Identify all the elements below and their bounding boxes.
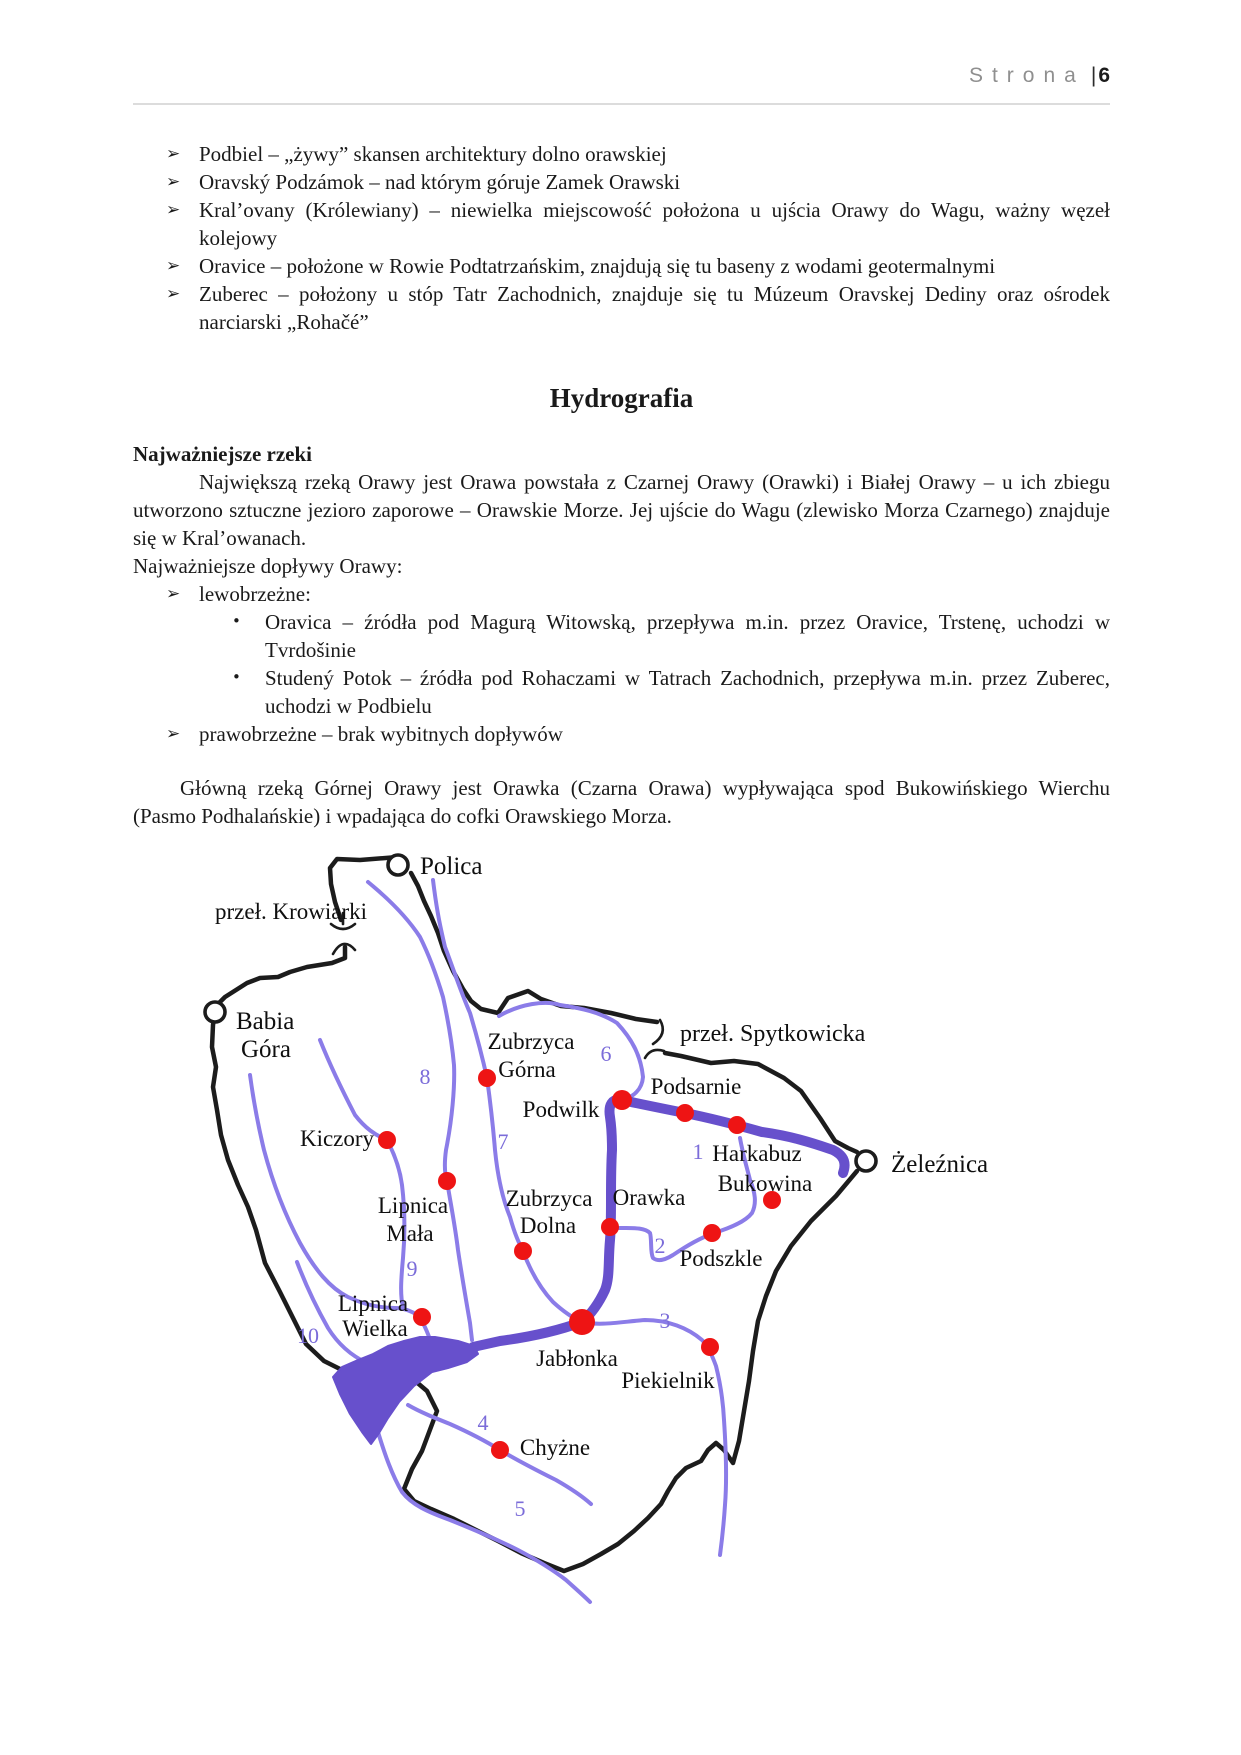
document-body (133, 140, 1110, 830)
header-rule (133, 103, 1110, 105)
list-item-text: prawobrzeżne – brak wybitnych dopływów (199, 722, 563, 746)
map-label: Górna (498, 1057, 556, 1082)
list-item-text: Oravský Podzámok – nad którym góruje Zamek Orawski (199, 170, 681, 194)
list-item (133, 252, 1110, 280)
list-item-studeny-potok (133, 664, 1110, 720)
arrow-bullet-icon: ➢ (166, 200, 181, 220)
river-number-label: 9 (406, 1256, 418, 1281)
arrow-bullet-icon: ➢ (166, 284, 181, 304)
list-item-text: Podbiel – „żywy” skansen architektury dolno orawskiej (199, 142, 667, 166)
river-number-label: 3 (659, 1308, 671, 1333)
header-separator: | (1090, 64, 1097, 87)
river-number-label: 1 (692, 1139, 704, 1164)
subsection-heading: Najważniejsze rzeki (133, 442, 313, 466)
map-label: Bukowina (717, 1171, 813, 1196)
tributaries-intro: Najważniejsze dopływy Orawy: (133, 554, 403, 578)
river-number-label: 6 (600, 1041, 612, 1066)
list-item-text: Zuberec – położony u stóp Tatr Zachodnich, znajduje się tu Múzeum Oravskej Dediny oraz ośrodek narciarski „Rohačé” (199, 282, 1110, 334)
village-dot-harkabuz (728, 1116, 746, 1134)
list-item-right-bank (133, 720, 1110, 748)
list-item-text: lewobrzeżne: (199, 582, 311, 606)
river-number-label: 10 (297, 1323, 319, 1348)
map-label: Lipnica (337, 1291, 409, 1316)
map-label: Piekielnik (621, 1368, 715, 1393)
list-item-text: Studený Potok – źródła pod Rohaczami w Tatrach Zachodnich, przepływa m.in. przez Zuberec, uchodzi w Podbielu (265, 666, 1110, 718)
orava-hydrography-map (170, 850, 1010, 1610)
dot-bullet-icon: • (232, 668, 241, 686)
map-label: Góra (241, 1036, 291, 1063)
village-dot-piekielnik (701, 1338, 719, 1356)
dot-bullet-icon: • (232, 612, 241, 630)
header-page-word: Strona (968, 64, 1085, 87)
map-label: Polica (420, 853, 483, 880)
village-dot-lipnica-wielka (413, 1308, 431, 1326)
village-dot-chy-ne (491, 1441, 509, 1459)
list-item-text: Kral’ovany (Królewiany) – niewielka miejscowość położona u ujścia Orawy do Wagu, ważny węzeł kolejowy (199, 198, 1110, 250)
village-dot-podwilk (612, 1090, 632, 1110)
river-number-label: 7 (497, 1129, 509, 1154)
map-label: Orawka (612, 1185, 686, 1210)
river-number-label: 8 (419, 1064, 431, 1089)
list-item (133, 168, 1110, 196)
village-dot-podszkle (703, 1224, 721, 1242)
map-label: Harkabuz (712, 1141, 802, 1166)
river-number-label: 4 (477, 1410, 489, 1435)
list-item-oravica (133, 608, 1110, 664)
list-item-text: Oravice – położone w Rowie Podtatrzańskim, znajdują się tu baseny z wodami geotermalnymi (199, 254, 996, 278)
map-label: Jabłonka (536, 1346, 618, 1371)
list-item (133, 196, 1110, 252)
village-dot-lipnica-ma-a (438, 1172, 456, 1190)
map-label: Kiczory (299, 1126, 375, 1151)
map-label: Lipnica (377, 1193, 449, 1218)
map-label: Żeleźnica (891, 1151, 989, 1178)
map-label: przeł. Krowiarki (215, 899, 367, 924)
map-label: Podszkle (679, 1246, 763, 1271)
list-item (133, 280, 1110, 336)
arrow-bullet-icon: ➢ (166, 584, 181, 604)
peak-marker-polica (388, 855, 408, 875)
map-label: Wielka (342, 1316, 408, 1341)
paragraph-rivers: Największą rzeką Orawy jest Orawa powstała z Czarnej Orawy (Orawki) i Białej Orawy – u ich zbiegu utworzono sztuczne jezioro zaporowe – Orawskie Morze. Jej ujście do Wagu (zlewisko Morza Czarnego) znajduje się w Kral’owanach. (133, 470, 1110, 550)
region-border (665, 1053, 857, 1152)
village-dot-orawka (601, 1218, 619, 1236)
arrow-bullet-icon: ➢ (166, 724, 181, 744)
peak-marker-babia-g-ra (205, 1002, 225, 1022)
map-label: Podwilk (522, 1097, 600, 1122)
region-border (411, 873, 657, 1022)
village-dot-podsarnie (676, 1104, 694, 1122)
map-label: Dolna (519, 1213, 577, 1238)
list-item (133, 140, 1110, 168)
river-number-label: 5 (514, 1496, 526, 1521)
map-label: Babia (236, 1008, 295, 1035)
header-page-number: 6 (1098, 64, 1110, 87)
arrow-bullet-icon: ➢ (166, 172, 181, 192)
section-heading: Hydrografia (549, 383, 694, 413)
river (320, 1040, 404, 1307)
arrow-bullet-icon: ➢ (166, 144, 181, 164)
village-dot-kiczory (378, 1131, 396, 1149)
map-label: Chyżne (519, 1435, 591, 1460)
arrow-bullet-icon: ➢ (166, 256, 181, 276)
map-label: Zubrzyca (487, 1029, 575, 1054)
map-label: przeł. Spytkowicka (680, 1021, 866, 1047)
peak-marker--ele-nica (856, 1151, 876, 1171)
village-dot-zubrzyca-g-rna (478, 1069, 496, 1087)
river (368, 882, 472, 1340)
pass-symbol-icon (645, 1050, 664, 1058)
map-label: Podsarnie (650, 1074, 742, 1099)
paragraph-orawka: Główną rzeką Górnej Orawy jest Orawka (Czarna Orawa) wypływająca spod Bukowińskiego Wierchu (Pasmo Podhalańskie) i wpadająca do cofki Orawskiego Morza. (133, 776, 1110, 828)
list-item-text: Oravica – źródła pod Magurą Witowską, przepływa m.in. przez Oravice, Trstenę, uchodzi w Tvrdošinie (265, 610, 1110, 662)
page-header (133, 64, 1110, 88)
river-number-label: 2 (654, 1233, 666, 1258)
map-label: Mała (386, 1221, 434, 1246)
village-dot-jab-onka (569, 1309, 595, 1335)
village-dot-zubrzyca-dolna (514, 1242, 532, 1260)
map-label: Zubrzyca (505, 1186, 593, 1211)
list-item-left-bank (133, 580, 1110, 608)
